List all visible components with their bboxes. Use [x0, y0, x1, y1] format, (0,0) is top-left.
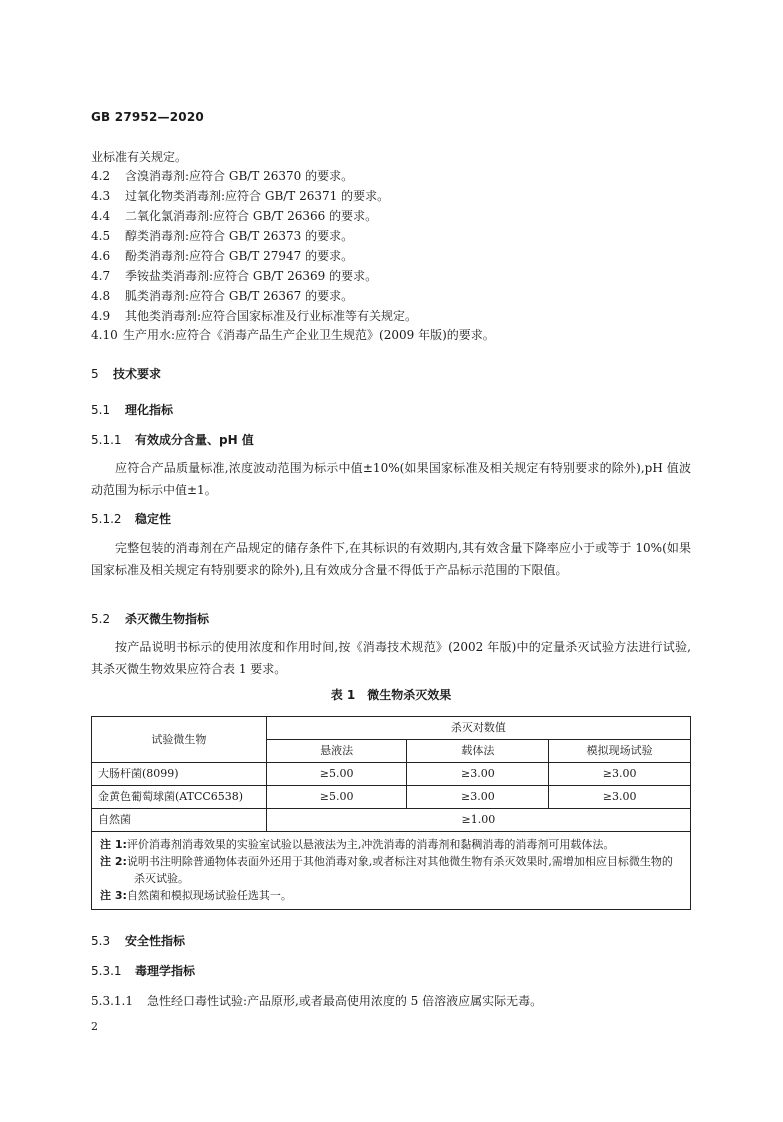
- section-heading-5-1-1: [91, 432, 254, 448]
- list-item-text: 二氧化氯消毒剂:应符合 GB/T 26366 的要求。: [125, 209, 378, 223]
- row-carrier-value: ≥3.00: [407, 786, 549, 809]
- paragraph-5-1-1: 应符合产品质量标准,浓度波动范围为标示中值±10%(如果国家标准及相关规定有特别要求的除外),pH 值波动范围为标示中值±1。: [91, 461, 691, 497]
- list-item-number: 4.3: [91, 189, 111, 203]
- table-notes: [92, 832, 691, 910]
- section-title: 杀灭微生物指标: [125, 612, 210, 626]
- table-header-row: [92, 717, 691, 740]
- list-item-number: 4.5: [91, 229, 111, 243]
- list-item-text: 酚类消毒剂:应符合 GB/T 27947 的要求。: [125, 249, 354, 263]
- section-number: 5.1.1: [91, 433, 122, 447]
- section-title: 毒理学指标: [135, 964, 196, 978]
- note-text: 说明书注明除普通物体表面外还用于其他消毒对象,或者标注对其他微生物有杀灭效果时,需增加相应目标微生物的杀灭试验。: [126, 855, 673, 885]
- row-suspension-value: ≥5.00: [266, 763, 407, 786]
- paragraph-5-2: 按产品说明书标示的使用浓度和作用时间,按《消毒技术规范》(2002 年版)中的定量杀灭试验方法进行试验,其杀灭微生物效果应符合表 1 要求。: [91, 640, 691, 676]
- section-title: 有效成分含量、pH 值: [135, 433, 254, 447]
- section-title: 稳定性: [135, 512, 172, 526]
- section-heading-5-1: [91, 402, 173, 418]
- table-caption: [91, 686, 691, 703]
- list-item-number: 4.7: [91, 269, 111, 283]
- note-text: 评价消毒剂消毒效果的实验室试验以悬液法为主,冲洗消毒的消毒剂和黏稠消毒的消毒剂可用载体法。: [126, 838, 615, 851]
- row-carrier-value: ≥3.00: [407, 763, 549, 786]
- clause-number: 5.3.1.1: [91, 994, 133, 1008]
- section-title: 技术要求: [113, 367, 162, 381]
- list-continuation: 业标准有关规定。: [91, 150, 188, 164]
- section-number: 5.1: [91, 403, 111, 417]
- clause-text: 急性经口毒性试验:产品原形,或者最高使用浓度的 5 倍溶液应属实际无毒。: [147, 994, 543, 1008]
- table-caption-title: 微生物杀灭效果: [367, 688, 452, 702]
- table-caption-label: 表 1: [330, 688, 356, 702]
- paragraph-5-1-2: 完整包装的消毒剂在产品规定的储存条件下,在其标识的有效期内,其有效含量下降率应小于或等于 10%(如果国家标准及相关规定有特别要求的除外),且有效成分含量不得低于产品标示范围的下限值。: [91, 541, 691, 577]
- row-microbe-name: 大肠杆菌(8099): [92, 763, 267, 786]
- section-number: 5.3: [91, 934, 111, 948]
- section-title: 理化指标: [125, 403, 174, 417]
- row-natural-value: ≥1.00: [266, 809, 690, 832]
- list-item: [91, 327, 495, 343]
- header-carrier: 载体法: [407, 740, 549, 763]
- table-row-natural: [92, 809, 691, 832]
- row-microbe-name: 自然菌: [92, 809, 267, 832]
- table-row: [92, 786, 691, 809]
- table-note: [100, 836, 682, 853]
- microbe-kill-table: [91, 716, 691, 910]
- note-label: 注 3:: [100, 889, 127, 902]
- list-item-text: 含溴消毒剂:应符合 GB/T 26370 的要求。: [125, 169, 354, 183]
- section-heading-5-1-2: [91, 511, 171, 527]
- header-kill-log: 杀灭对数值: [266, 717, 690, 740]
- list-item: [91, 168, 353, 184]
- list-item-text: 季铵盐类消毒剂:应符合 GB/T 26369 的要求。: [125, 269, 378, 283]
- list-item: [91, 248, 353, 264]
- section-number: 5.2: [91, 612, 111, 626]
- row-microbe-name: 金黄色葡萄球菌(ATCC6538): [92, 786, 267, 809]
- list-item: [91, 288, 353, 304]
- page-number: 2: [91, 1020, 98, 1033]
- row-field-value: ≥3.00: [549, 786, 691, 809]
- section-heading-5-2: [91, 611, 209, 627]
- section-number: 5.3.1: [91, 964, 122, 978]
- list-item-text: 过氧化物类消毒剂:应符合 GB/T 26371 的要求。: [125, 189, 390, 203]
- list-item-number: 4.10: [91, 328, 118, 342]
- list-item-text: 胍类消毒剂:应符合 GB/T 26367 的要求。: [125, 289, 354, 303]
- table-note: [100, 853, 682, 887]
- table-row: [92, 763, 691, 786]
- section-number: 5.1.2: [91, 512, 122, 526]
- list-item: [91, 208, 377, 224]
- table-notes-row: [92, 832, 691, 910]
- list-item-number: 4.2: [91, 169, 111, 183]
- note-label: 注 1:: [100, 838, 127, 851]
- row-suspension-value: ≥5.00: [266, 786, 407, 809]
- note-label: 注 2:: [100, 855, 127, 868]
- list-item-text: 醇类消毒剂:应符合 GB/T 26373 的要求。: [125, 229, 354, 243]
- list-item: [91, 188, 389, 204]
- section-number: 5: [91, 367, 99, 381]
- section-heading-5-3: [91, 933, 185, 949]
- document-header: GB 27952—2020: [91, 110, 204, 124]
- list-item-number: 4.8: [91, 289, 111, 303]
- list-item-number: 4.4: [91, 209, 111, 223]
- section-title: 安全性指标: [125, 934, 186, 948]
- clause-5-3-1-1: [91, 993, 542, 1009]
- list-item-number: 4.9: [91, 309, 111, 323]
- row-field-value: ≥3.00: [549, 763, 691, 786]
- section-heading-5: [91, 366, 161, 382]
- list-item: [91, 228, 353, 244]
- table-note: [100, 887, 682, 904]
- list-item: [91, 268, 377, 284]
- header-field: 模拟现场试验: [549, 740, 691, 763]
- list-item-text: 生产用水:应符合《消毒产品生产企业卫生规范》(2009 年版)的要求。: [123, 328, 495, 342]
- note-text: 自然菌和模拟现场试验任选其一。: [126, 889, 292, 902]
- header-suspension: 悬液法: [266, 740, 407, 763]
- list-item-text: 其他类消毒剂:应符合国家标准及行业标准等有关规定。: [125, 309, 418, 323]
- section-heading-5-3-1: [91, 963, 195, 979]
- list-item: [91, 308, 417, 324]
- header-microbe: 试验微生物: [92, 717, 267, 763]
- list-item-number: 4.6: [91, 249, 111, 263]
